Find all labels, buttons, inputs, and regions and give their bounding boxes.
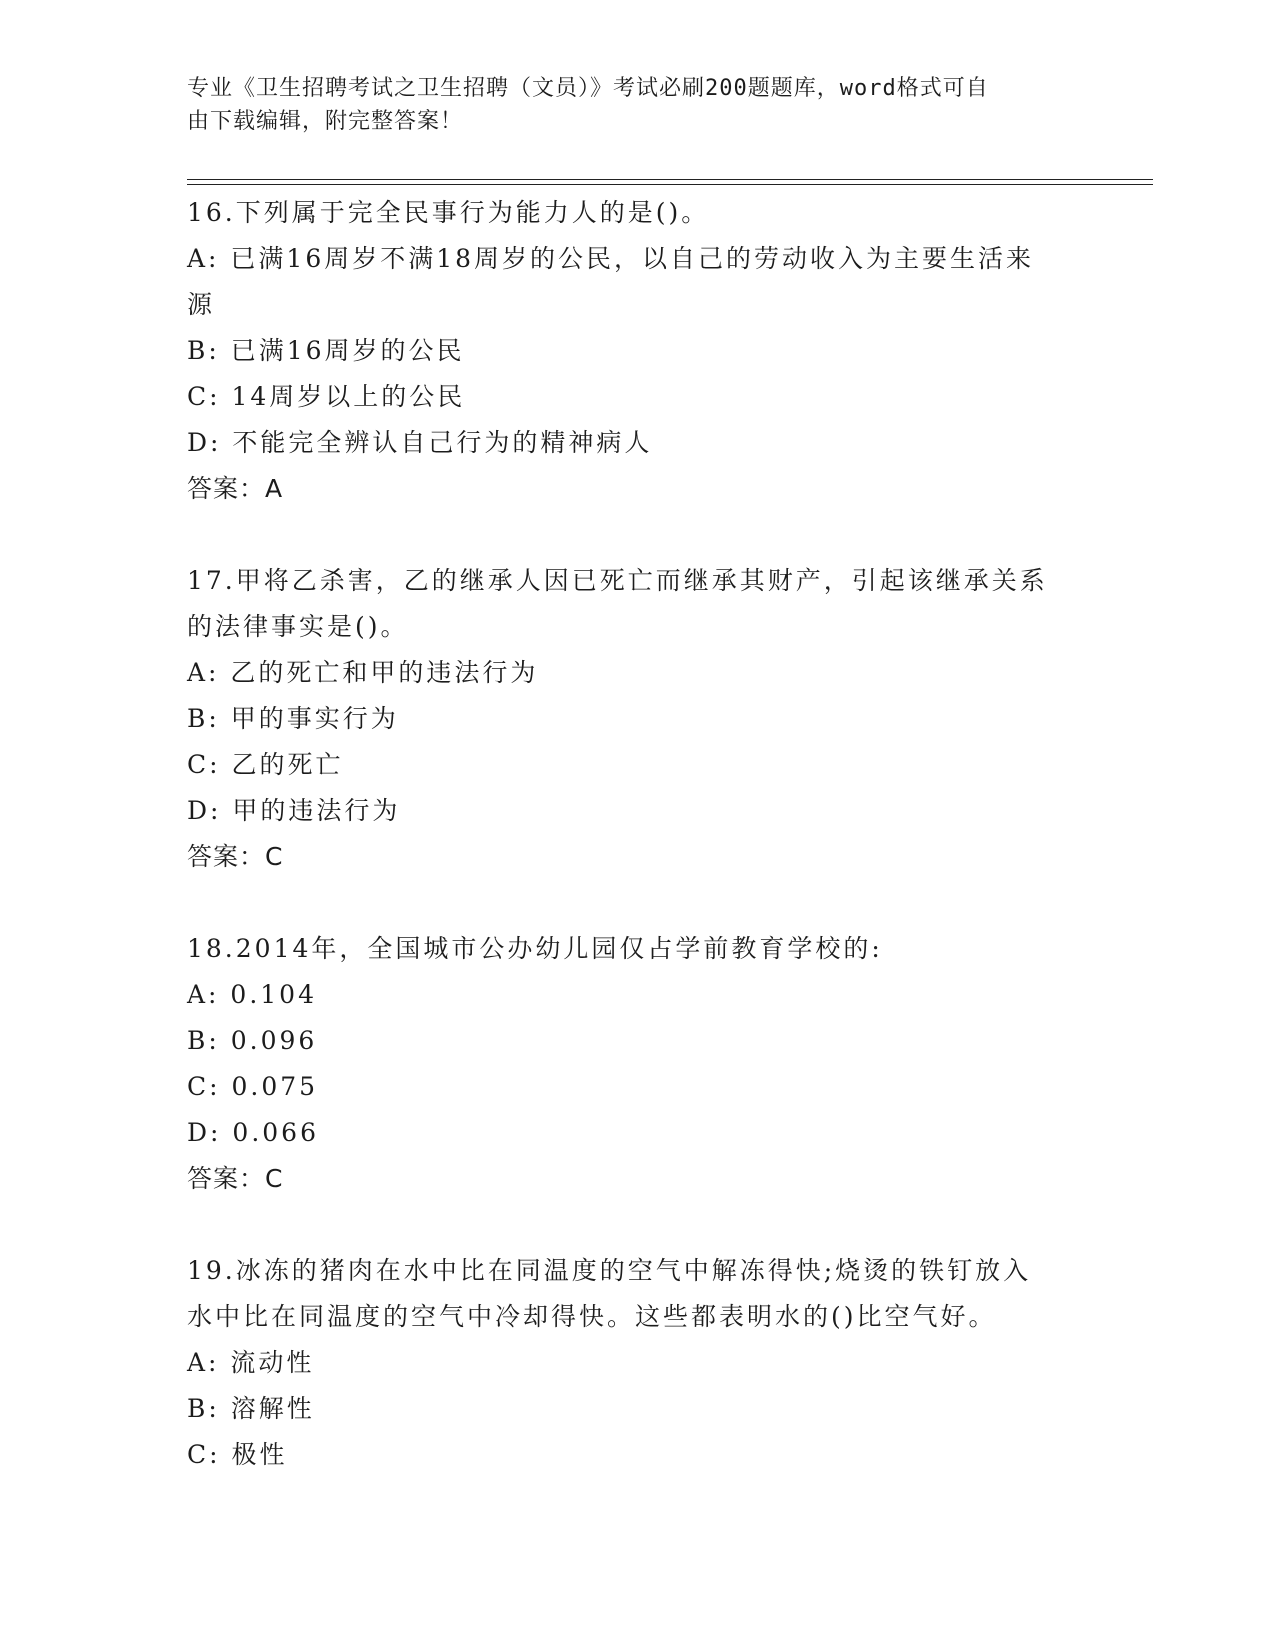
spacer xyxy=(187,1202,1087,1248)
option-c: C: 0.075 xyxy=(187,1072,319,1101)
question-16 xyxy=(187,190,1087,512)
option-a: A: 流动性 xyxy=(187,1348,315,1377)
question-stem-continued: 水中比在同温度的空气中冷却得快。这些都表明水的()比空气好。 xyxy=(187,1302,997,1331)
header-line-2: 由下载编辑，附完整答案！ xyxy=(187,109,464,134)
spacer xyxy=(187,880,1087,926)
question-stem-continued: 的法律事实是()。 xyxy=(187,612,409,641)
question-18 xyxy=(187,926,1087,1202)
option-a: A: 乙的死亡和甲的违法行为 xyxy=(187,658,539,687)
question-stem: 19.冰冻的猪肉在水中比在同温度的空气中解冻得快;烧烫的铁钉放入 xyxy=(187,1256,1032,1285)
option-c: C: 乙的死亡 xyxy=(187,750,344,779)
option-b: B: 0.096 xyxy=(187,1026,318,1055)
option-b: B: 已满16周岁的公民 xyxy=(187,336,465,365)
header-line-1: 专业《卫生招聘考试之卫生招聘（文员）》考试必刷200题题库，word格式可自 xyxy=(187,76,989,101)
option-c: C: 极性 xyxy=(187,1440,288,1469)
question-stem: 17.甲将乙杀害，乙的继承人因已死亡而继承其财产，引起该继承关系 xyxy=(187,566,1048,595)
question-17 xyxy=(187,558,1087,880)
option-d: D: 0.066 xyxy=(187,1118,319,1147)
header-divider-bottom xyxy=(187,184,1153,185)
option-a-continued: 源 xyxy=(187,290,216,319)
option-d: D: 不能完全辨认自己行为的精神病人 xyxy=(187,428,653,457)
option-a: A: 已满16周岁不满18周岁的公民，以自己的劳动收入为主要生活来 xyxy=(187,244,1035,273)
option-a: A: 0.104 xyxy=(187,980,317,1009)
question-stem: 18.2014年，全国城市公办幼儿园仅占学前教育学校的: xyxy=(187,934,883,963)
question-stem: 16.下列属于完全民事行为能力人的是()。 xyxy=(187,198,710,227)
option-d: D: 甲的违法行为 xyxy=(187,796,401,825)
option-c: C: 14周岁以上的公民 xyxy=(187,382,466,411)
document-header xyxy=(187,72,1067,138)
option-b: B: 甲的事实行为 xyxy=(187,704,399,733)
header-divider-top xyxy=(187,179,1153,180)
question-19 xyxy=(187,1248,1087,1478)
question-list xyxy=(187,190,1087,1478)
answer: 答案：A xyxy=(187,474,284,503)
option-b: B: 溶解性 xyxy=(187,1394,315,1423)
answer: 答案：C xyxy=(187,1164,284,1193)
spacer xyxy=(187,512,1087,558)
answer: 答案：C xyxy=(187,842,284,871)
